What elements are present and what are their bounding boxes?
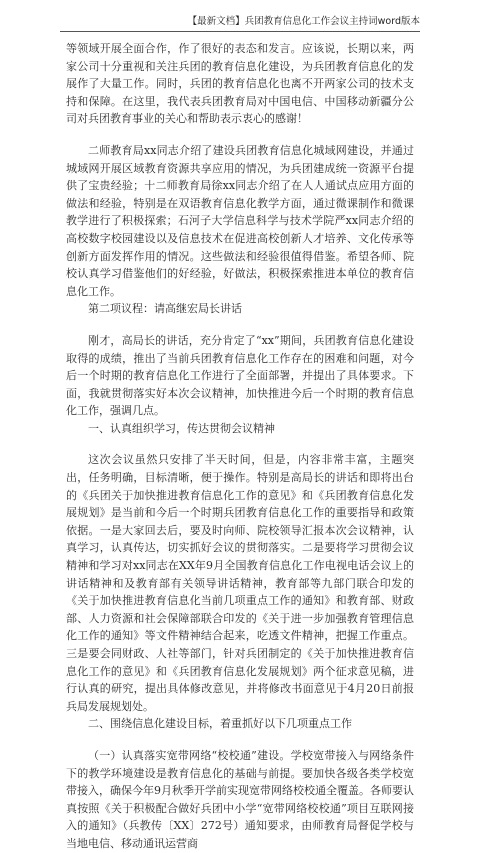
paragraph-broadband: （一）认真落实宽带网络“校校通”建设。学校宽带接入与网络条件下的教学环境建设是教育信息化的基础与前提。要加快各级各类学校宽带接入，确保今年9月秋季开学前实现宽带网络校校通全覆盖。各师要认真按照《关于积极配合做好兵团中小学“宽带网络校校通”项目互联网接入的通知》（兵教传〔XX〕272号）通知要求，由师教育局督促学校与当地电信、移动通讯运营商 <box>66 748 414 850</box>
paragraph-thanks: 等领域开展全面合作，作了很好的表态和发言。应该说，长期以来，两家公司十分重视和关注兵团的教育信息化建设，为兵团教育信息化的发展作了大量工作。同时，兵团的教育信息化也离不开两家公司的技术支持和保障。在这里，我代表兵团教育局对中国电信、中国移动新疆分公司对兵团教育事业的关心和帮助表示衷心的感谢！ <box>66 42 414 126</box>
page-header <box>60 10 420 32</box>
paragraph-speech-summary: 刚才，高局长的讲话，充分肯定了“xx”期间，兵团教育信息化建设取得的成绩，推出了当前兵团教育信息化工作存在的困难和问题，对今后一个时期的教育信息化工作进行了全面部署，并提出了具体要求。下面，我就贯彻落实好本次会议精神，加快推进今后一个时期的教育信息化工作，强调几点。 <box>66 333 414 418</box>
paragraph-study-meeting: 这次会议虽然只安排了半天时间，但是，内容非常丰富，主题突出，任务明确，目标清晰，便于操作。特别是高局长的讲话和即将出台的《兵团关于加快推进教育信息化工作的意见》和《兵团教育信息化发展规划》是当前和今后一个时期兵团教育信息化工作的重要指导和政策依据。一是大家回去后，要及时向师、院校领导汇报本次会议精神，认真学习，认真传达，切实抓好会议的贯彻落实。二是要将学习贯彻会议精神和学习对xx同志在XX年9月全国教育信息化工作电视电话会议上的讲话精神和及教育部有关领导讲话精神，教育部等九部门联合印发的《关于加快推进教育信息化当前几项重点工作的通知》和教育部、财政部、人力资源和社会保障部联合印发的《关于进一步加强教育管理信息化工作的通知》等文件精神结合起来，吃透文件精神，把握工作重点。三是要会同财政、人社等部门，针对兵团制定的《关于加快推进教育信息化工作的意见》和《兵团教育信息化发展规划》两个征求意见稿，进行认真的研究，提出具体修改意见，并将修改书面意见于4月20日前报兵局发展规划处。 <box>66 453 414 713</box>
header-title: 【最新文档】兵团教育信息化工作会议主持词word版本 <box>187 16 420 27</box>
section-heading-two: 二、围绕信息化建设目标，着重抓好以下几项重点工作 <box>88 717 352 731</box>
agenda-item-two: 第二项议程：请高继宏局长讲话 <box>88 302 242 316</box>
section-heading-one: 一、认真组织学习，传达贯彻会议精神 <box>88 421 275 435</box>
paragraph-experience-summary: 二师教育局xx同志介绍了建设兵团教育信息化城域网建设，并通过城域网开展区域教育资源共享应用的情况，为兵团建成统一资源平台提供了宝贵经验；十二师教育局徐xx同志介绍了在人人通试点应用方面的做法和经验，特别是在双语教育信息化教学方面，通过微课制作和微课教学进行了积极探索；石河子大学信息科学与技术学院严xx同志介绍的高校数字校园建设以及信息技术在促进高校创新人才培养、文化传承等创新方面发挥作用的情况。这些做法和经验很值得借鉴。希望各师、院校认真学习借鉴他们的好经验，好做法，积极探索推进本单位的教育信息化工作。 <box>66 143 414 298</box>
document-body <box>66 40 414 853</box>
